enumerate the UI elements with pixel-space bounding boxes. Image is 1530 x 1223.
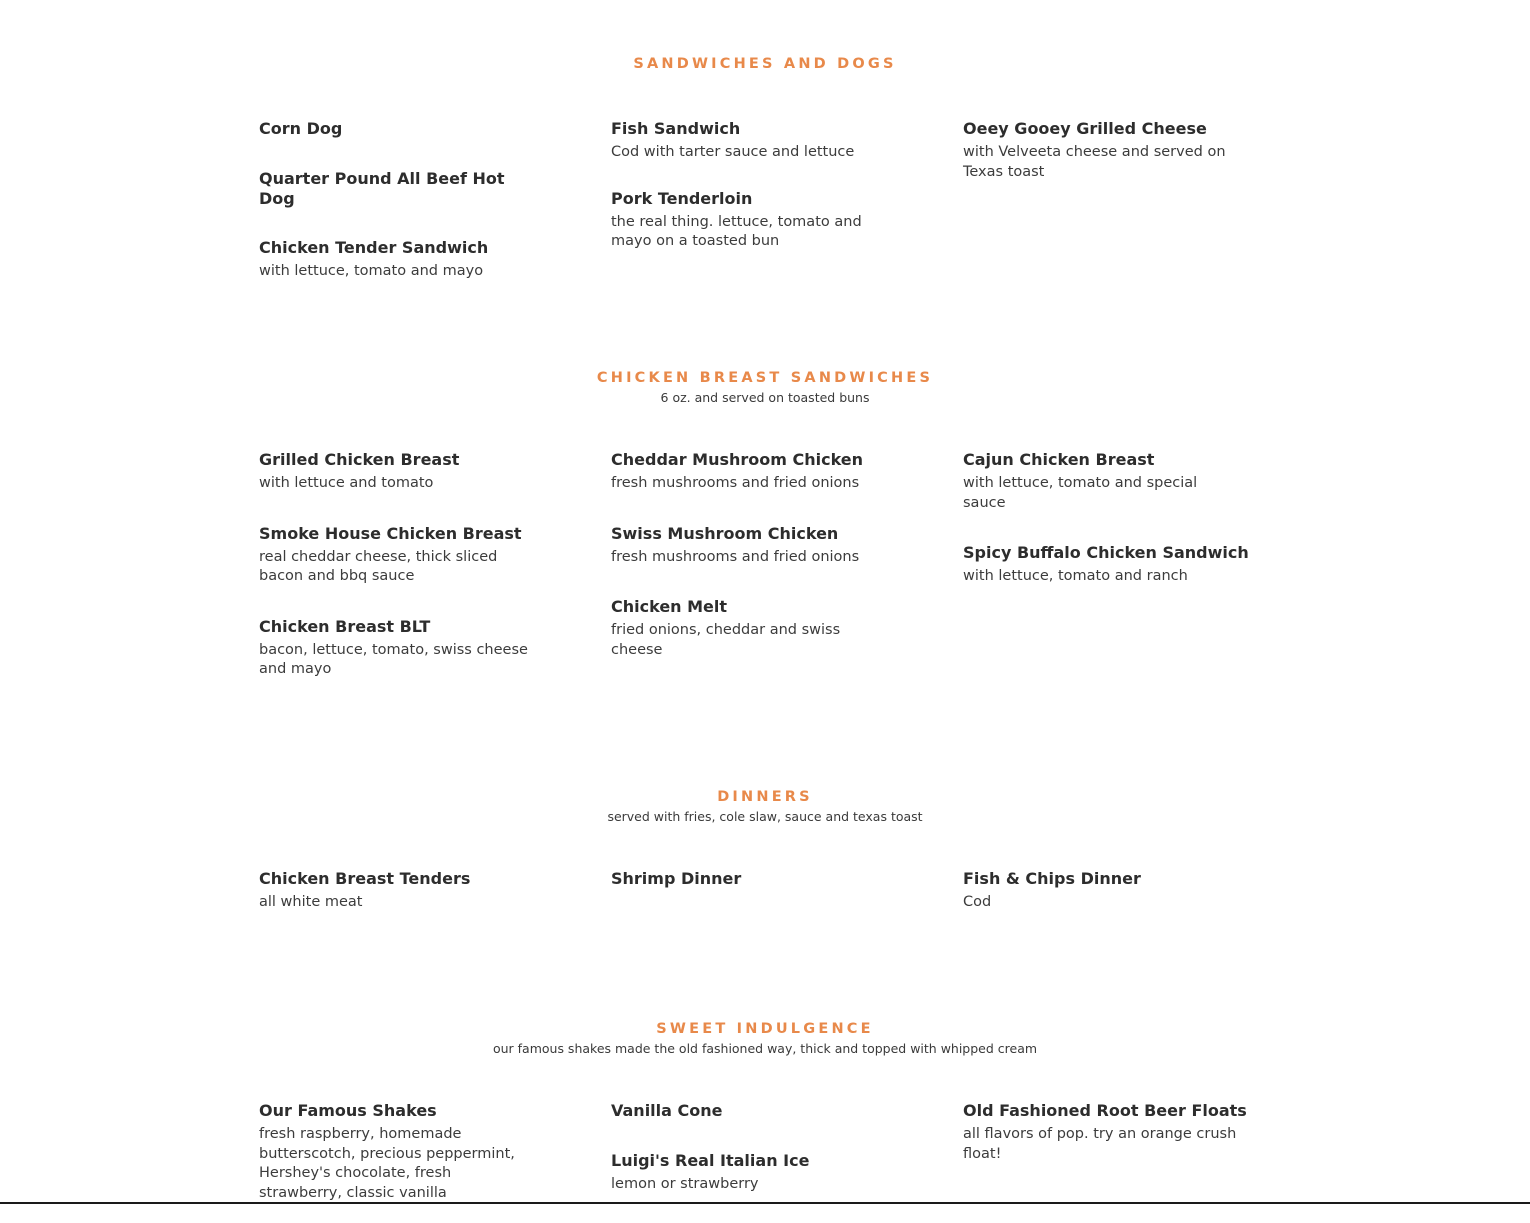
item-name: Fish & Chips Dinner (963, 869, 1141, 888)
section-title: SANDWICHES AND DOGS (633, 56, 897, 72)
item-description: all white meat (259, 894, 363, 910)
item-name: Swiss Mushroom Chicken (611, 523, 839, 543)
menu-column (259, 1101, 544, 1223)
section-subtitle: served with fries, cole slaw, sauce and texas toast (607, 809, 923, 824)
item-description: fresh mushrooms and fried onions (611, 475, 860, 491)
section-heading-chicken-breast (0, 369, 1530, 407)
menu-column (259, 869, 544, 933)
item-description: all flavors of pop. try an orange crush float! (963, 1126, 1237, 1162)
menu-column (963, 1101, 1248, 1184)
item-name: Old Fashioned Root Beer Floats (963, 1101, 1247, 1120)
menu-item (611, 1151, 896, 1195)
item-description: the real thing. lettuce, tomato and mayo on a toasted bun (611, 213, 862, 249)
menu-item (611, 119, 896, 163)
item-name: Corn Dog (259, 119, 343, 138)
item-description: with lettuce, tomato and special sauce (963, 475, 1198, 511)
menu-item (259, 524, 544, 587)
section-heading-sandwiches (0, 55, 1530, 73)
item-name: Luigi's Real Italian Ice (611, 1151, 810, 1170)
item-name: Our Famous Shakes (259, 1101, 437, 1120)
menu-item (611, 597, 896, 660)
section-title: CHICKEN BREAST SANDWICHES (596, 370, 934, 386)
menu-item (963, 543, 1253, 587)
section-heading-sweet-indulgence (0, 1020, 1530, 1058)
item-description: fried onions, cheddar and swiss cheese (611, 622, 841, 658)
menu-item (611, 1101, 896, 1121)
item-description: with lettuce and tomato (259, 475, 434, 491)
menu-item (963, 869, 1248, 913)
menu-item (259, 450, 544, 494)
item-name: Shrimp Dinner (611, 869, 742, 888)
menu-column (611, 1101, 896, 1215)
section-subtitle: 6 oz. and served on toasted buns (660, 390, 870, 405)
item-name: Pork Tenderloin (611, 188, 753, 208)
section-title: DINNERS (717, 789, 813, 805)
menu-item (259, 238, 544, 282)
item-name: Chicken Breast Tenders (259, 869, 471, 888)
item-name: Chicken Breast BLT (259, 616, 431, 636)
item-name: Chicken Tender Sandwich (259, 238, 489, 257)
menu-item (611, 189, 896, 252)
menu-item (611, 869, 896, 889)
section-title: SWEET INDULGENCE (656, 1021, 874, 1037)
menu-column (611, 869, 896, 909)
menu-item (259, 869, 544, 913)
menu-column (963, 119, 1248, 202)
item-description: Cod with tarter sauce and lettuce (611, 144, 855, 160)
menu-item (259, 119, 544, 139)
item-name: Fish Sandwich (611, 119, 741, 138)
menu-item (963, 1101, 1248, 1164)
menu-column (963, 869, 1248, 933)
section-heading-dinners (0, 788, 1530, 826)
item-name: Smoke House Chicken Breast (259, 523, 522, 543)
item-description: with lettuce, tomato and ranch (963, 568, 1188, 584)
item-description: lemon or strawberry (611, 1176, 759, 1192)
item-description: fresh raspberry, homemade butterscotch, precious peppermint, Hershey's chocolate, fresh strawberry, classic vanilla (259, 1126, 515, 1201)
item-description: with lettuce, tomato and mayo (259, 263, 484, 279)
item-name: Quarter Pound All Beef Hot Dog (259, 169, 505, 208)
menu-column (963, 450, 1253, 607)
item-description: bacon, lettuce, tomato, swiss cheese and mayo (259, 641, 528, 677)
menu-item (259, 1101, 544, 1203)
menu-column (259, 119, 544, 302)
menu-item (259, 169, 544, 209)
item-name: Chicken Melt (611, 597, 728, 616)
item-name: Cajun Chicken Breast (963, 450, 1155, 469)
section-subtitle: our famous shakes made the old fashioned way, thick and topped with whipped cream (492, 1041, 1038, 1056)
menu-item (963, 119, 1248, 182)
menu-item (259, 617, 544, 680)
menu-item (963, 450, 1253, 513)
item-name: Vanilla Cone (611, 1101, 723, 1120)
item-name: Oeey Gooey Grilled Cheese (963, 119, 1207, 138)
item-description: Cod (963, 894, 992, 910)
menu-column (611, 119, 896, 272)
item-name: Spicy Buffalo Chicken Sandwich (963, 543, 1249, 562)
item-name: Grilled Chicken Breast (259, 450, 460, 469)
item-name: Cheddar Mushroom Chicken (611, 450, 864, 469)
item-description: real cheddar cheese, thick sliced bacon and bbq sauce (259, 548, 498, 584)
item-description: fresh mushrooms and fried onions (611, 548, 860, 565)
menu-item (611, 524, 896, 568)
item-description: with Velveeta cheese and served on Texas toast (963, 144, 1226, 180)
menu-item (611, 450, 896, 494)
menu-column (259, 450, 544, 700)
menu-column (611, 450, 896, 680)
